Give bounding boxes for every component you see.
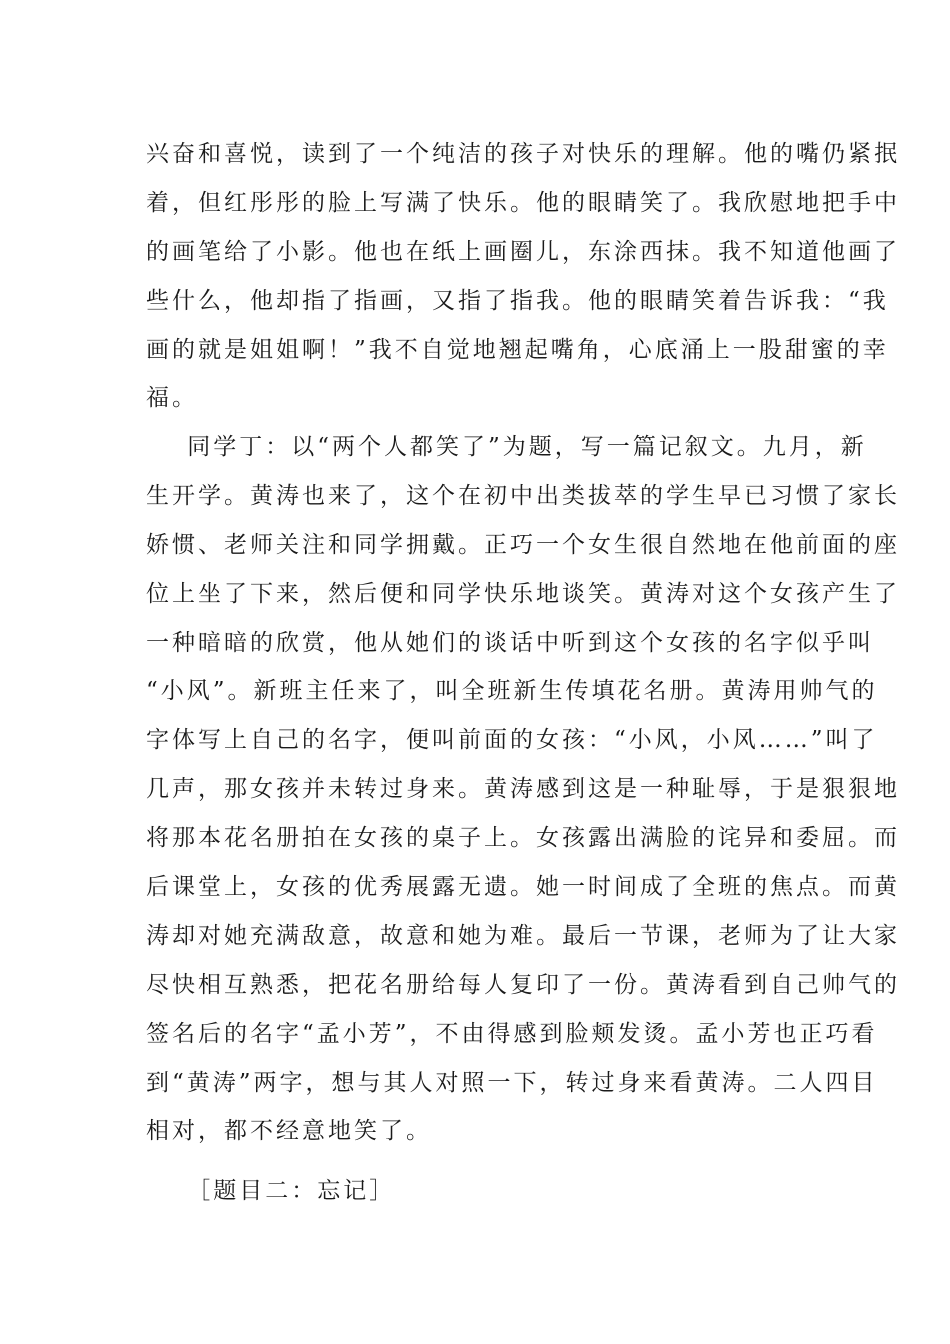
text-line: 着，但红彤彤的脸上写满了快乐。他的眼睛笑了。我欣慰地把手中 bbox=[146, 189, 900, 216]
text-line: 福。 bbox=[146, 385, 198, 412]
text-line: 将那本花名册拍在女孩的桌子上。女孩露出满脸的诧异和委屈。而 bbox=[146, 825, 900, 852]
text-line: “小风”。新班主任来了，叫全班新生传填花名册。黄涛用帅气的 bbox=[146, 678, 878, 705]
text-line: 字体写上自己的名字，便叫前面的女孩：“小风，小风……”叫了 bbox=[146, 727, 878, 754]
text-line: 娇惯、老师关注和同学拥戴。正巧一个女生很自然地在他前面的座 bbox=[146, 531, 900, 558]
text-line: 相对，都不经意地笑了。 bbox=[146, 1118, 432, 1145]
text-line: 兴奋和喜悦，读到了一个纯洁的孩子对快乐的理解。他的嘴仍紧抿 bbox=[146, 141, 900, 167]
text-line: 画的就是姐姐啊！”我不自觉地翘起嘴角，心底涌上一股甜蜜的幸 bbox=[146, 336, 889, 363]
text-line: 生开学。黄涛也来了，这个在初中出类拔萃的学生早已习惯了家长 bbox=[146, 482, 900, 509]
text-line: 位上坐了下来，然后便和同学快乐地谈笑。黄涛对这个女孩产生了 bbox=[146, 580, 900, 607]
text-line: 一种暗暗的欣赏，他从她们的谈话中听到这个女孩的名字似乎叫 bbox=[146, 629, 874, 656]
text-line: 后课堂上，女孩的优秀展露无遗。她一时间成了全班的焦点。而黄 bbox=[146, 874, 900, 901]
text-line: 几声，那女孩并未转过身来。黄涛感到这是一种耻辱，于是狠狠地 bbox=[146, 776, 900, 803]
text-line: 涛却对她充满敌意，故意和她为难。最后一节课，老师为了让大家 bbox=[146, 922, 900, 949]
heading-line: ［题目二：忘记］ bbox=[146, 1178, 396, 1204]
text-line: 些什么，他却指了指画，又指了指我。他的眼睛笑着告诉我：“我 bbox=[146, 287, 889, 314]
paragraph-2 bbox=[146, 423, 900, 1156]
paragraph-1 bbox=[146, 130, 900, 423]
text-line: 的画笔给了小影。他也在纸上画圈儿，东涂西抹。我不知道他画了 bbox=[146, 238, 900, 265]
text-line: 签名后的名字“孟小芳”，不由得感到脸颊发烫。孟小芳也正巧看 bbox=[146, 1020, 878, 1047]
text-line: 同学丁：以“两个人都笑了”为题，写一篇记叙文。九月，新 bbox=[146, 434, 867, 460]
section-heading bbox=[146, 1167, 810, 1216]
text-line: 尽快相互熟悉，把花名册给每人复印了一份。黄涛看到自己帅气的 bbox=[146, 971, 900, 998]
text-line: 到“黄涛”两字，想与其人对照一下，转过身来看黄涛。二人四目 bbox=[146, 1069, 878, 1096]
